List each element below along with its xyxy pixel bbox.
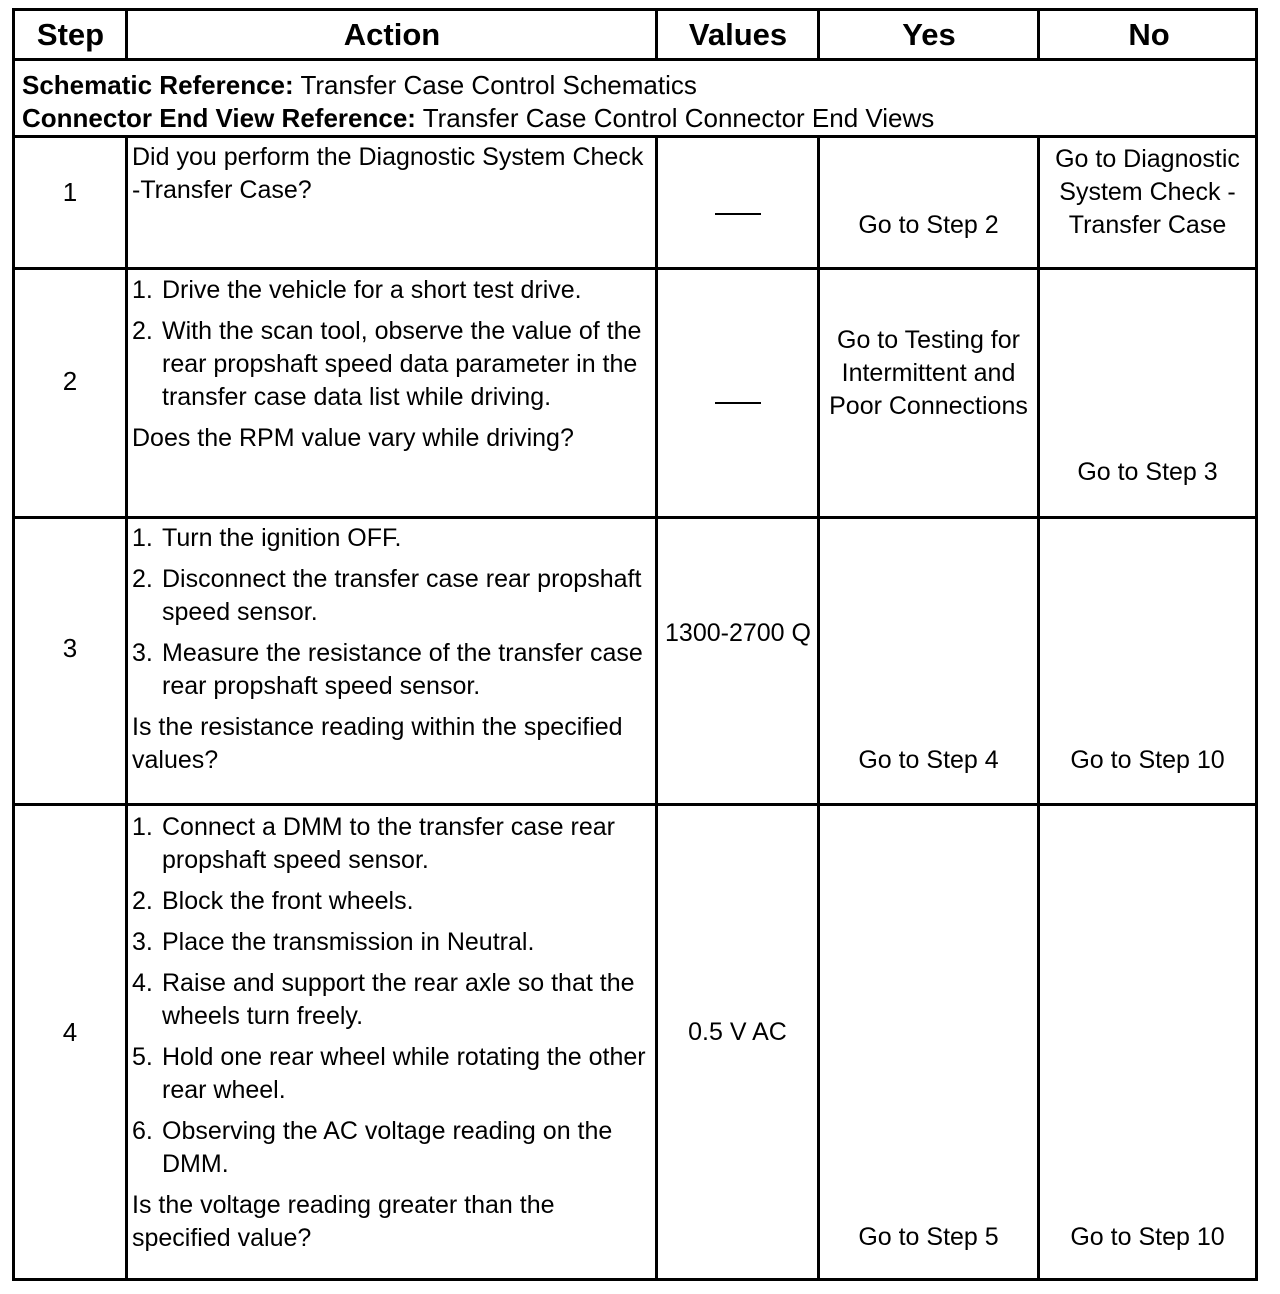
action-steps — [132, 522, 653, 703]
action-step-text: Hold one rear wheel while rotating the other rear wheel. — [162, 1043, 646, 1104]
connector-reference — [22, 102, 934, 135]
step-number: 2 — [62, 366, 78, 396]
action-step-text: Connect a DMM to the transfer case rear propshaft speed sensor. — [162, 813, 615, 874]
divider — [1037, 135, 1040, 1280]
action-step-text: Block the front wheels. — [162, 887, 414, 915]
dash-value — [715, 402, 761, 404]
action-question: Is the voltage reading greater than the specified value? — [132, 1191, 555, 1252]
action-step-text: Measure the resistance of the transfer case rear propshaft speed sensor. — [162, 639, 643, 700]
divider — [655, 135, 658, 1280]
action-question: Does the RPM value vary while driving? — [132, 424, 574, 452]
no-result: Go to Step 3 — [1077, 458, 1218, 486]
divider — [655, 11, 658, 59]
action-cell — [128, 811, 655, 1255]
header-step: Step — [36, 17, 105, 52]
step-number: 1 — [62, 177, 78, 207]
connector-reference-label: Connector End View Reference: — [22, 103, 416, 133]
action-step: 2. With the scan tool, observe the value of the rear propshaft speed data parameter in the transfer case data list while driving. — [132, 317, 642, 411]
action-step-text: Place the transmission in Neutral. — [162, 928, 535, 956]
no-result: Go to Step 10 — [1070, 746, 1225, 774]
divider — [15, 267, 1255, 270]
values-cell: 1300-2700 Q — [665, 619, 811, 647]
schematic-reference-label: Schematic Reference: — [22, 70, 294, 100]
connector-reference-value: Transfer Case Control Connector End Views — [422, 103, 935, 133]
no-result: Go to Diagnostic System Check - Transfer Case — [1055, 145, 1240, 239]
divider — [15, 803, 1255, 806]
action-step: 3. Place the transmission in Neutral. — [132, 928, 535, 956]
action-step: 2. Disconnect the transfer case rear propshaft speed sensor. — [132, 565, 642, 626]
yes-result: Go to Testing for Intermittent and Poor Connections — [829, 326, 1028, 420]
action-step: 6. Observing the AC voltage reading on the DMM. — [132, 1117, 613, 1178]
header-no: No — [1128, 17, 1170, 52]
action-step: 1. Drive the vehicle for a short test drive. — [132, 276, 582, 304]
action-question: Is the resistance reading within the specified values? — [132, 713, 623, 774]
no-result: Go to Step 10 — [1070, 1223, 1225, 1251]
divider — [15, 516, 1255, 519]
divider — [15, 58, 1255, 61]
schematic-reference — [22, 69, 934, 102]
action-step: 5. Hold one rear wheel while rotating the other rear wheel. — [132, 1043, 646, 1104]
divider — [125, 11, 128, 59]
action-step-text: Disconnect the transfer case rear propshaft speed sensor. — [162, 565, 642, 626]
action-step-text: Observing the AC voltage reading on the DMM. — [162, 1117, 613, 1178]
schematic-reference-value: Transfer Case Control Schematics — [300, 70, 697, 100]
values-cell: 0.5 V AC — [688, 1018, 787, 1046]
step-number: 3 — [62, 633, 78, 663]
dash-value — [715, 213, 761, 215]
yes-result: Go to Step 4 — [858, 746, 999, 774]
values-cell — [658, 380, 817, 413]
divider — [817, 135, 820, 1280]
action-step-text: Turn the ignition OFF. — [162, 524, 402, 552]
action-cell — [128, 274, 655, 455]
yes-result: Go to Step 2 — [858, 211, 999, 239]
action-steps — [132, 274, 653, 414]
action-step: 4. Raise and support the rear axle so that the wheels turn freely. — [132, 969, 635, 1030]
divider — [15, 135, 1255, 138]
action-step: 2. Block the front wheels. — [132, 887, 414, 915]
action-cell — [128, 141, 655, 207]
action-step: 1. Turn the ignition OFF. — [132, 524, 402, 552]
action-cell — [128, 522, 655, 777]
header-action: Action — [343, 17, 441, 52]
action-step: 1. Connect a DMM to the transfer case rear propshaft speed sensor. — [132, 813, 615, 874]
action-step-text: Drive the vehicle for a short test drive. — [162, 276, 582, 304]
action-step: 3. Measure the resistance of the transfer case rear propshaft speed sensor. — [132, 639, 643, 700]
header-values: Values — [688, 17, 788, 52]
header-yes: Yes — [902, 17, 956, 52]
action-step-text: With the scan tool, observe the value of the rear propshaft speed data parameter in the transfer case data list while driving. — [162, 317, 642, 411]
values-cell — [658, 191, 817, 224]
action-step-text: Raise and support the rear axle so that the wheels turn freely. — [162, 969, 635, 1030]
yes-result: Go to Step 5 — [858, 1223, 999, 1251]
divider — [817, 11, 820, 59]
divider — [1037, 11, 1040, 59]
action-steps — [132, 811, 653, 1181]
diagnostic-table — [12, 8, 1258, 1281]
action-question: Did you perform the Diagnostic System Check -Transfer Case? — [132, 143, 644, 204]
reference-block — [22, 69, 934, 135]
step-number: 4 — [62, 1017, 78, 1047]
